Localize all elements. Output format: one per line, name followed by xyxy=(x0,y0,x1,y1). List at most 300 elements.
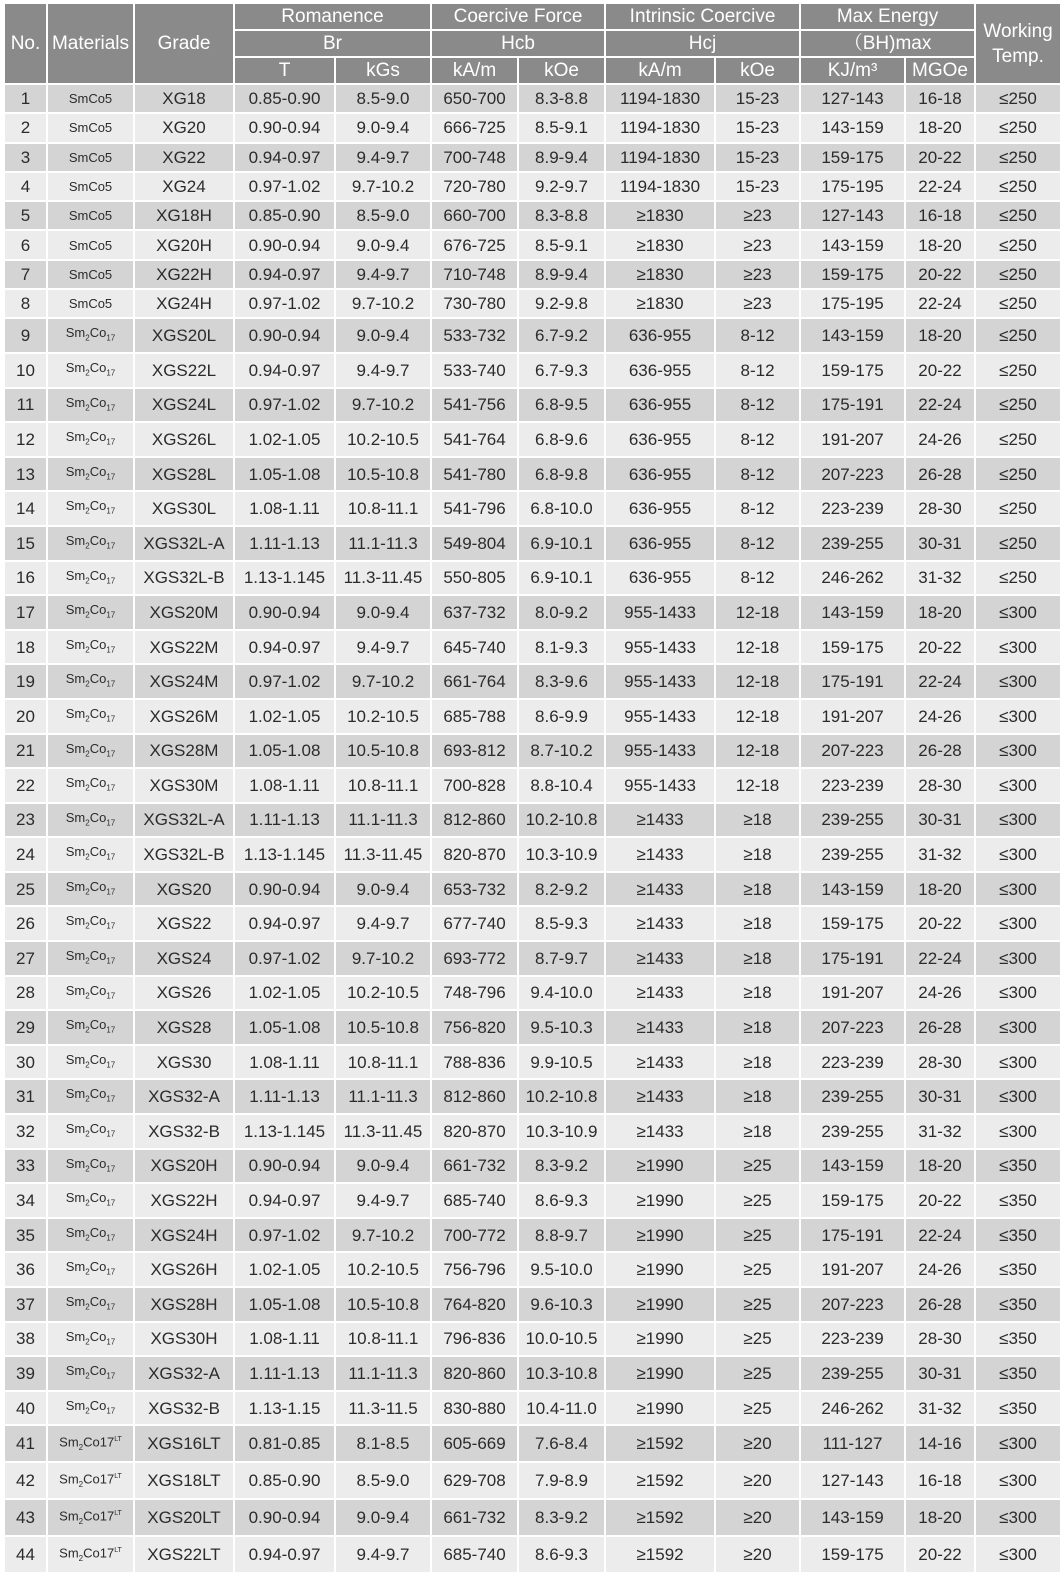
cell-hcb-koe: 10.2-10.8 xyxy=(519,804,604,837)
cell-grade: XGS28 xyxy=(135,1011,233,1044)
cell-hcj-kam: 955-1433 xyxy=(606,596,714,629)
cell-bh-kjm3: 239-255 xyxy=(801,527,904,560)
header-bhmax: （BH)max xyxy=(801,31,974,56)
cell-hcj-kam: 1194-1830 xyxy=(606,114,714,141)
cell-hcj-koe: ≥25 xyxy=(716,1323,799,1356)
cell-hcb-kam: 756-820 xyxy=(432,1011,517,1044)
cell-hcj-koe: ≥18 xyxy=(716,1080,799,1113)
cell-hcj-koe: ≥23 xyxy=(716,261,799,288)
cell-material xyxy=(48,1115,133,1148)
cell-bh-kjm3: 239-255 xyxy=(801,838,904,871)
cell-working-temp: ≤350 xyxy=(976,1392,1060,1425)
material-sub: 2 xyxy=(85,783,90,793)
cell-br-t: 1.13-1.15 xyxy=(235,1392,334,1425)
cell-hcj-koe: 8-12 xyxy=(716,423,799,456)
cell-grade: XG24H xyxy=(135,290,233,317)
cell-bh-mgoe: 30-31 xyxy=(906,527,974,560)
cell-hcb-kam: 700-772 xyxy=(432,1219,517,1252)
cell-hcb-kam: 533-740 xyxy=(432,354,517,387)
cell-hcj-kam: 636-955 xyxy=(606,562,714,595)
cell-br-t: 1.08-1.11 xyxy=(235,1323,334,1356)
material-co: Co xyxy=(89,394,107,410)
material-sub: 17 xyxy=(106,1025,116,1035)
cell-br-t: 1.13-1.145 xyxy=(235,838,334,871)
cell-grade: XGS24H xyxy=(135,1219,233,1252)
material-co: Co17 xyxy=(83,1508,115,1524)
material-sub: 2 xyxy=(85,852,90,862)
cell-no: 36 xyxy=(5,1253,46,1286)
cell-material xyxy=(48,492,133,525)
cell-material xyxy=(48,700,133,733)
cell-grade: XGS20LT xyxy=(135,1500,233,1535)
material-sub: 17 xyxy=(106,541,116,551)
table-row xyxy=(5,114,1060,141)
cell-hcb-koe: 8.6-9.9 xyxy=(519,700,604,733)
cell-hcb-koe: 8.6-9.3 xyxy=(519,1184,604,1217)
header-working: Working xyxy=(983,20,1053,42)
table-row xyxy=(5,735,1060,768)
cell-bh-mgoe: 24-26 xyxy=(906,1253,974,1286)
cell-material xyxy=(48,665,133,698)
cell-bh-mgoe: 28-30 xyxy=(906,1323,974,1356)
cell-working-temp: ≤250 xyxy=(976,144,1060,171)
cell-bh-mgoe: 18-20 xyxy=(906,873,974,906)
cell-br-kgs: 10.2-10.5 xyxy=(336,423,430,456)
cell-hcj-koe: ≥23 xyxy=(716,231,799,258)
cell-br-t: 0.85-0.90 xyxy=(235,85,334,112)
cell-br-t: 0.97-1.02 xyxy=(235,173,334,200)
cell-br-t: 1.05-1.08 xyxy=(235,1011,334,1044)
cell-br-t: 0.94-0.97 xyxy=(235,1537,334,1572)
cell-hcj-kam: ≥1433 xyxy=(606,873,714,906)
cell-working-temp: ≤300 xyxy=(976,838,1060,871)
cell-br-t: 1.08-1.11 xyxy=(235,769,334,802)
cell-material xyxy=(48,1537,133,1572)
material-sm: Sm xyxy=(65,705,86,721)
cell-br-kgs: 8.1-8.5 xyxy=(336,1426,430,1461)
cell-br-t: 0.97-1.02 xyxy=(235,665,334,698)
material-sub: 2 xyxy=(85,749,90,759)
material-co: Co xyxy=(89,498,107,514)
cell-bh-kjm3: 175-195 xyxy=(801,173,904,200)
cell-hcb-kam: 541-764 xyxy=(432,423,517,456)
cell-br-kgs: 9.0-9.4 xyxy=(336,231,430,258)
cell-br-kgs: 9.0-9.4 xyxy=(336,873,430,906)
cell-hcj-kam: ≥1990 xyxy=(606,1357,714,1390)
cell-hcj-koe: ≥18 xyxy=(716,838,799,871)
header-romanence: Romanence xyxy=(235,4,430,29)
cell-no: 10 xyxy=(5,354,46,387)
cell-material: SmCo5 xyxy=(48,261,133,288)
cell-hcj-kam: 955-1433 xyxy=(606,665,714,698)
cell-hcj-kam: ≥1592 xyxy=(606,1537,714,1572)
material-sub: 17 xyxy=(106,852,116,862)
cell-bh-kjm3: 175-191 xyxy=(801,389,904,422)
cell-working-temp: ≤300 xyxy=(976,596,1060,629)
cell-bh-kjm3: 159-175 xyxy=(801,144,904,171)
material-sm: Sm xyxy=(65,913,86,929)
cell-br-kgs: 9.0-9.4 xyxy=(336,114,430,141)
material-sub: 2 xyxy=(85,887,90,897)
cell-bh-mgoe: 18-20 xyxy=(906,596,974,629)
material-sub: 2 xyxy=(85,1129,90,1139)
cell-hcj-kam: ≥1433 xyxy=(606,942,714,975)
material-sub: 2 xyxy=(85,1371,90,1381)
cell-working-temp: ≤300 xyxy=(976,665,1060,698)
cell-grade: XGS32L-B xyxy=(135,838,233,871)
material-sm: Sm xyxy=(65,844,86,860)
cell-hcb-koe: 8.3-8.8 xyxy=(519,85,604,112)
material-sub: 2 xyxy=(85,991,90,1001)
material-sub: 17 xyxy=(106,1060,116,1070)
cell-bh-kjm3: 143-159 xyxy=(801,114,904,141)
cell-br-kgs: 10.5-10.8 xyxy=(336,458,430,491)
cell-bh-mgoe: 14-16 xyxy=(906,1426,974,1461)
cell-br-kgs: 9.0-9.4 xyxy=(336,1500,430,1535)
cell-br-t: 0.85-0.90 xyxy=(235,1463,334,1498)
cell-br-t: 0.94-0.97 xyxy=(235,354,334,387)
cell-hcb-kam: 660-700 xyxy=(432,202,517,229)
cell-grade: XG18H xyxy=(135,202,233,229)
cell-br-kgs: 10.2-10.5 xyxy=(336,700,430,733)
cell-hcb-koe: 8.2-9.2 xyxy=(519,873,604,906)
cell-bh-mgoe: 26-28 xyxy=(906,1288,974,1321)
header-br: Br xyxy=(235,31,430,56)
material-sub: 2 xyxy=(85,576,90,586)
cell-bh-kjm3: 175-191 xyxy=(801,1219,904,1252)
cell-working-temp: ≤250 xyxy=(976,423,1060,456)
cell-br-t: 1.05-1.08 xyxy=(235,735,334,768)
material-co: Co xyxy=(89,775,107,791)
cell-working-temp: ≤300 xyxy=(976,769,1060,802)
cell-br-kgs: 9.0-9.4 xyxy=(336,319,430,352)
material-co: Co xyxy=(89,948,107,964)
cell-working-temp: ≤300 xyxy=(976,700,1060,733)
material-co: Co xyxy=(89,359,107,375)
cell-br-kgs: 11.1-11.3 xyxy=(336,804,430,837)
cell-no: 34 xyxy=(5,1184,46,1217)
material-sm: Sm xyxy=(65,775,86,791)
unit-br-t: T xyxy=(235,58,334,83)
cell-bh-mgoe: 20-22 xyxy=(906,1184,974,1217)
table-row xyxy=(5,290,1060,317)
cell-no: 11 xyxy=(5,389,46,422)
table-row xyxy=(5,1184,1060,1217)
cell-br-t: 1.08-1.11 xyxy=(235,492,334,525)
cell-hcb-koe: 6.8-9.5 xyxy=(519,389,604,422)
cell-no: 42 xyxy=(5,1463,46,1498)
material-sub: 2 xyxy=(85,437,90,447)
cell-bh-mgoe: 22-24 xyxy=(906,290,974,317)
material-sub: 2 xyxy=(85,472,90,482)
material-sub: 2 xyxy=(85,368,90,378)
cell-grade: XGS32-B xyxy=(135,1115,233,1148)
cell-hcj-koe: 15-23 xyxy=(716,85,799,112)
cell-no: 26 xyxy=(5,907,46,940)
cell-grade: XGS24L xyxy=(135,389,233,422)
cell-hcb-kam: 685-788 xyxy=(432,700,517,733)
cell-no: 32 xyxy=(5,1115,46,1148)
material-sm: Sm xyxy=(65,394,86,410)
cell-br-t: 1.02-1.05 xyxy=(235,1253,334,1286)
cell-hcj-kam: 636-955 xyxy=(606,423,714,456)
material-sub: 17 xyxy=(106,679,116,689)
cell-working-temp: ≤250 xyxy=(976,85,1060,112)
cell-bh-mgoe: 24-26 xyxy=(906,423,974,456)
material-sub: 2 xyxy=(85,1164,90,1174)
cell-bh-mgoe: 31-32 xyxy=(906,1392,974,1425)
cell-working-temp: ≤250 xyxy=(976,173,1060,200)
cell-hcb-koe: 10.3-10.8 xyxy=(519,1357,604,1390)
cell-working-temp: ≤250 xyxy=(976,261,1060,288)
material-sm: Sm xyxy=(65,567,86,583)
table-row xyxy=(5,527,1060,560)
cell-br-kgs: 11.3-11.45 xyxy=(336,562,430,595)
cell-br-t: 1.02-1.05 xyxy=(235,700,334,733)
material-sm: Sm xyxy=(65,359,86,375)
material-sub: 2 xyxy=(85,1233,90,1243)
cell-no: 31 xyxy=(5,1080,46,1113)
material-sub: 17 xyxy=(106,437,116,447)
cell-hcb-koe: 7.9-8.9 xyxy=(519,1463,604,1498)
unit-hcb-koe: kOe xyxy=(519,58,604,83)
material-sub: 2 xyxy=(78,1517,84,1527)
material-sub: 2 xyxy=(85,645,90,655)
cell-br-t: 0.90-0.94 xyxy=(235,319,334,352)
cell-bh-kjm3: 143-159 xyxy=(801,319,904,352)
cell-material: SmCo5 xyxy=(48,85,133,112)
material-sub: 17 xyxy=(106,1095,116,1105)
cell-hcb-kam: 820-860 xyxy=(432,1357,517,1390)
cell-br-t: 1.13-1.145 xyxy=(235,562,334,595)
cell-br-kgs: 9.7-10.2 xyxy=(336,942,430,975)
header-no: No. xyxy=(5,4,46,83)
cell-bh-kjm3: 175-195 xyxy=(801,290,904,317)
cell-bh-mgoe: 20-22 xyxy=(906,631,974,664)
cell-bh-kjm3: 223-239 xyxy=(801,492,904,525)
table-row xyxy=(5,562,1060,595)
material-co: Co xyxy=(89,1294,107,1309)
cell-hcb-kam: 820-870 xyxy=(432,1115,517,1148)
material-co: Co xyxy=(89,1259,107,1275)
header-coercive-force: Coercive Force xyxy=(432,4,604,29)
cell-bh-mgoe: 20-22 xyxy=(906,261,974,288)
cell-hcb-kam: 666-725 xyxy=(432,114,517,141)
cell-material: SmCo5 xyxy=(48,144,133,171)
cell-hcj-koe: 8-12 xyxy=(716,319,799,352)
cell-hcj-koe: ≥25 xyxy=(716,1184,799,1217)
table-row xyxy=(5,665,1060,698)
material-sub: 17 xyxy=(106,506,116,516)
cell-bh-mgoe: 28-30 xyxy=(906,1046,974,1079)
cell-no: 38 xyxy=(5,1323,46,1356)
table-row xyxy=(5,907,1060,940)
material-sub: 17 xyxy=(106,610,116,620)
cell-hcj-koe: 8-12 xyxy=(716,492,799,525)
table-row xyxy=(5,942,1060,975)
cell-br-t: 0.90-0.94 xyxy=(235,1500,334,1535)
cell-bh-mgoe: 22-24 xyxy=(906,173,974,200)
cell-hcj-kam: ≥1433 xyxy=(606,977,714,1010)
cell-br-kgs: 9.4-9.7 xyxy=(336,907,430,940)
cell-bh-kjm3: 111-127 xyxy=(801,1426,904,1461)
cell-br-kgs: 10.8-11.1 xyxy=(336,1046,430,1079)
cell-grade: XGS22 xyxy=(135,907,233,940)
cell-br-t: 0.94-0.97 xyxy=(235,261,334,288)
material-co: Co xyxy=(89,913,107,929)
material-sm: Sm xyxy=(65,1397,86,1413)
cell-bh-mgoe: 30-31 xyxy=(906,1080,974,1113)
cell-working-temp: ≤250 xyxy=(976,319,1060,352)
cell-hcb-koe: 8.3-8.8 xyxy=(519,202,604,229)
cell-bh-kjm3: 175-191 xyxy=(801,665,904,698)
material-sub: 17 xyxy=(106,991,116,1001)
material-sub: 17 xyxy=(106,887,116,897)
cell-hcj-kam: 636-955 xyxy=(606,389,714,422)
cell-hcb-koe: 10.2-10.8 xyxy=(519,1080,604,1113)
cell-hcb-koe: 8.6-9.3 xyxy=(519,1537,604,1572)
cell-hcb-kam: 650-700 xyxy=(432,85,517,112)
cell-material xyxy=(48,873,133,906)
cell-material xyxy=(48,319,133,352)
cell-hcb-kam: 830-880 xyxy=(432,1392,517,1425)
cell-hcj-kam: 955-1433 xyxy=(606,735,714,768)
cell-no: 17 xyxy=(5,596,46,629)
cell-working-temp: ≤300 xyxy=(976,1115,1060,1148)
cell-hcb-kam: 700-748 xyxy=(432,144,517,171)
cell-no: 7 xyxy=(5,261,46,288)
cell-br-kgs: 11.3-11.45 xyxy=(336,838,430,871)
cell-bh-kjm3: 159-175 xyxy=(801,1537,904,1572)
cell-hcj-koe: ≥18 xyxy=(716,1011,799,1044)
table-row xyxy=(5,804,1060,837)
cell-hcb-kam: 788-836 xyxy=(432,1046,517,1079)
cell-working-temp: ≤300 xyxy=(976,1011,1060,1044)
cell-grade: XGS26M xyxy=(135,700,233,733)
material-sub: 17 xyxy=(106,368,116,378)
material-sub: 17 xyxy=(106,472,116,482)
material-co: Co xyxy=(89,1224,107,1240)
cell-hcb-kam: 812-860 xyxy=(432,804,517,837)
cell-bh-mgoe: 18-20 xyxy=(906,1150,974,1183)
cell-hcj-koe: ≥18 xyxy=(716,907,799,940)
cell-hcb-kam: 693-772 xyxy=(432,942,517,975)
cell-hcb-koe: 8.8-10.4 xyxy=(519,769,604,802)
cell-material xyxy=(48,1463,133,1498)
cell-hcb-koe: 8.9-9.4 xyxy=(519,144,604,171)
cell-hcb-kam: 677-740 xyxy=(432,907,517,940)
cell-material xyxy=(48,942,133,975)
cell-grade: XGS30L xyxy=(135,492,233,525)
material-co: Co xyxy=(89,636,107,652)
cell-hcj-kam: ≥1990 xyxy=(606,1253,714,1286)
material-sub: 17 xyxy=(106,956,116,966)
cell-bh-mgoe: 20-22 xyxy=(906,144,974,171)
cell-grade: XGS32L-A xyxy=(135,527,233,560)
cell-br-t: 0.97-1.02 xyxy=(235,389,334,422)
cell-bh-mgoe: 31-32 xyxy=(906,562,974,595)
cell-br-t: 0.94-0.97 xyxy=(235,907,334,940)
material-sub: 2 xyxy=(85,506,90,516)
cell-hcj-kam: ≥1433 xyxy=(606,1080,714,1113)
cell-grade: XGS20H xyxy=(135,1150,233,1183)
cell-bh-mgoe: 18-20 xyxy=(906,319,974,352)
cell-material xyxy=(48,1150,133,1183)
cell-no: 13 xyxy=(5,458,46,491)
cell-working-temp: ≤300 xyxy=(976,1080,1060,1113)
cell-br-t: 1.11-1.13 xyxy=(235,1080,334,1113)
cell-bh-kjm3: 207-223 xyxy=(801,458,904,491)
cell-hcb-kam: 796-836 xyxy=(432,1323,517,1356)
cell-bh-mgoe: 18-20 xyxy=(906,231,974,258)
table-row xyxy=(5,458,1060,491)
material-sm: Sm xyxy=(65,740,86,756)
cell-br-kgs: 11.3-11.45 xyxy=(336,1115,430,1148)
cell-working-temp: ≤300 xyxy=(976,907,1060,940)
cell-material xyxy=(48,389,133,422)
cell-bh-mgoe: 20-22 xyxy=(906,354,974,387)
cell-hcj-koe: 12-18 xyxy=(716,700,799,733)
table-row xyxy=(5,1011,1060,1044)
cell-hcj-kam: ≥1433 xyxy=(606,1115,714,1148)
cell-hcj-koe: 15-23 xyxy=(716,144,799,171)
cell-hcb-koe: 8.3-9.6 xyxy=(519,665,604,698)
material-sm: Sm xyxy=(59,1434,79,1450)
cell-hcb-kam: 629-708 xyxy=(432,1463,517,1498)
cell-no: 22 xyxy=(5,769,46,802)
cell-no: 43 xyxy=(5,1500,46,1535)
cell-hcb-kam: 541-796 xyxy=(432,492,517,525)
cell-hcj-koe: ≥18 xyxy=(716,1115,799,1148)
cell-working-temp: ≤300 xyxy=(976,1426,1060,1461)
cell-hcb-kam: 541-756 xyxy=(432,389,517,422)
cell-br-kgs: 9.7-10.2 xyxy=(336,290,430,317)
cell-hcb-koe: 8.0-9.2 xyxy=(519,596,604,629)
cell-grade: XGS20 xyxy=(135,873,233,906)
material-co: Co xyxy=(89,1086,107,1102)
material-sm: Sm xyxy=(65,1363,86,1379)
cell-br-kgs: 9.0-9.4 xyxy=(336,1150,430,1183)
material-sub: 2 xyxy=(85,610,90,620)
cell-hcb-koe: 9.5-10.0 xyxy=(519,1253,604,1286)
cell-br-t: 0.94-0.97 xyxy=(235,144,334,171)
cell-hcb-koe: 9.5-10.3 xyxy=(519,1011,604,1044)
cell-br-t: 1.11-1.13 xyxy=(235,1357,334,1390)
table-header xyxy=(5,4,1060,83)
cell-bh-kjm3: 191-207 xyxy=(801,1253,904,1286)
cell-hcb-kam: 661-732 xyxy=(432,1500,517,1535)
cell-material xyxy=(48,907,133,940)
material-sm: Sm xyxy=(65,982,86,998)
material-co: Co xyxy=(89,844,107,860)
cell-hcj-kam: 636-955 xyxy=(606,354,714,387)
cell-hcb-koe: 8.3-9.2 xyxy=(519,1150,604,1183)
cell-no: 21 xyxy=(5,735,46,768)
cell-hcb-kam: 710-748 xyxy=(432,261,517,288)
header-materials: Materials xyxy=(48,4,133,83)
material-sm: Sm xyxy=(65,671,86,687)
cell-hcj-koe: 12-18 xyxy=(716,665,799,698)
cell-no: 3 xyxy=(5,144,46,171)
material-co: Co xyxy=(89,982,107,998)
cell-material xyxy=(48,1392,133,1425)
cell-bh-kjm3: 191-207 xyxy=(801,700,904,733)
cell-bh-kjm3: 239-255 xyxy=(801,1115,904,1148)
cell-bh-mgoe: 22-24 xyxy=(906,1219,974,1252)
cell-no: 39 xyxy=(5,1357,46,1390)
cell-hcj-kam: ≥1433 xyxy=(606,804,714,837)
cell-hcb-kam: 720-780 xyxy=(432,173,517,200)
